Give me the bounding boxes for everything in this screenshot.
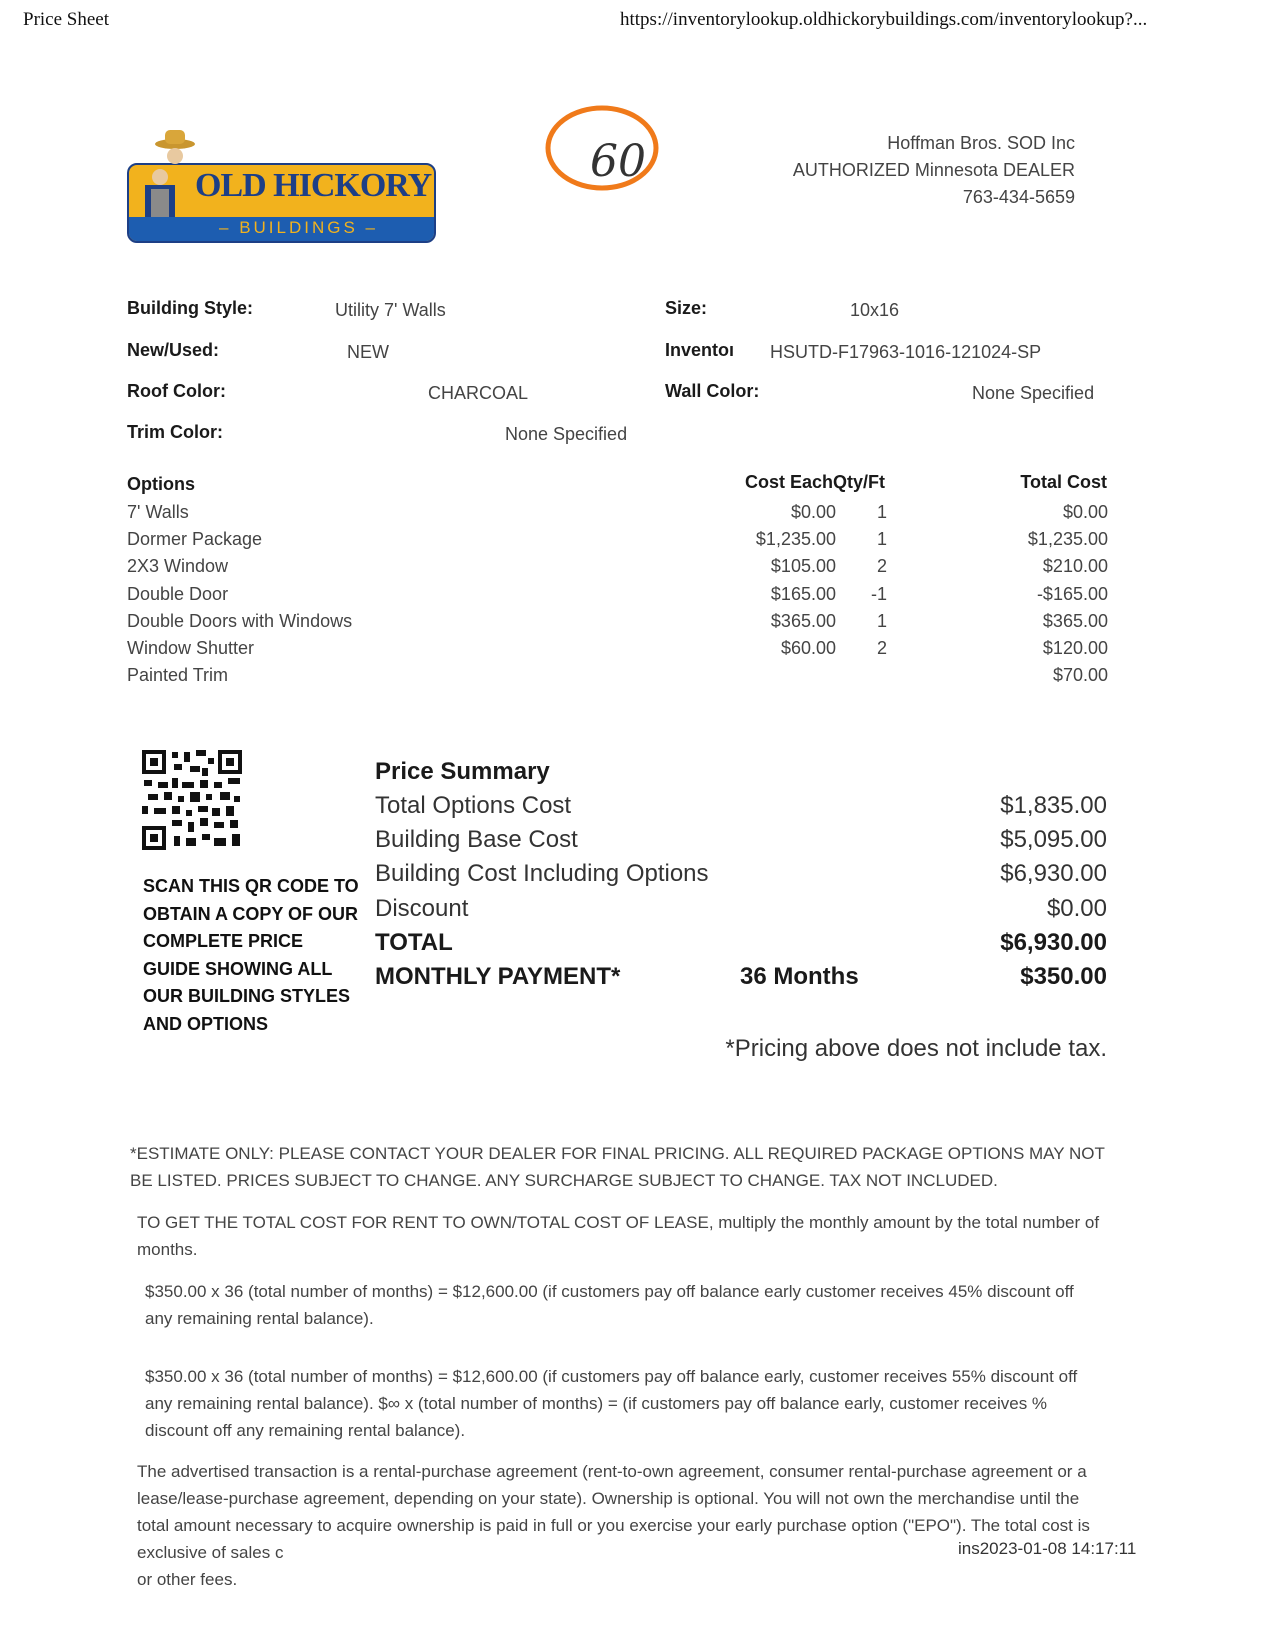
rto-calculation-1: $350.00 x 36 (total number of months) = $12,600.00 (if customers pay off balance early customer receives 45% discount off any remaining rental balance). [145,1282,1074,1328]
size-label: Size: [665,298,708,318]
option-qty: 2 [876,556,887,577]
wall-color-value: None Specified [972,383,1095,403]
total-label: TOTAL [375,929,453,956]
tax-note: *Pricing above does not include tax. [725,1035,1107,1062]
agreement-body: The advertised transaction is a rental-purchase agreement (rent-to-own agreement, consumer rental-purchase agreement or a lease/lease-purchase agreement, depending on your state). Ownership is optional. You will not own the merchandise until the total amount necessary to acquire ownership is paid in full or you exercise your early purchase option ("EPO"). The total cost is exclusive of sales c [137,1462,1090,1562]
total-options-value: $1,835.00 [1000,792,1107,819]
option-cost-each: $60.00 [780,638,836,658]
inventory-label: Inventoı [665,340,735,360]
logo-sub: – BUILDINGS – [219,218,379,237]
option-name: Dormer Package [127,529,263,550]
logo-band [129,217,434,241]
estimate-disclaimer: *ESTIMATE ONLY: PLEASE CONTACT YOUR DEALER FOR FINAL PRICING. ALL REQUIRED PACKAGE OPTIONS MAY NOT BE LISTED. PRICES SUBJECT TO CHANGE. ANY SURCHARGE SUBJECT TO CHANGE. TAX NOT INCLUDED. [130,1144,1105,1190]
roof-color-label: Roof Color: [127,381,226,401]
agreement-end: or other fees. [137,1570,238,1589]
option-total: -$165.00 [1036,583,1108,604]
options-header: Options [127,474,195,494]
option-total: $1,235.00 [1027,529,1108,550]
option-qty: 1 [876,610,887,631]
option-qty: 2 [876,638,887,658]
handwritten-number: 60 [590,136,646,187]
new-used-value: NEW [347,342,389,362]
page-url: https://inventorylookup.oldhickorybuildings.com/inventorylookup?... [620,9,1148,30]
option-total: $210.00 [1042,556,1108,577]
option-name: Double Doors with Windows [127,610,353,631]
old-hickory-logo [127,163,436,243]
monthly-payment-value: $350.00 [1020,963,1107,990]
monthly-payment-label: MONTHLY PAYMENT* [375,963,621,990]
page-title: Price Sheet [23,9,110,30]
timestamp-overlay: ins2023-01-08 14:17:11 [958,1539,1137,1558]
trim-color-value: None Specified [505,424,628,444]
option-total: $0.00 [1062,502,1108,522]
option-cost-each: $365.00 [770,610,836,631]
option-cost-each: $1,235.00 [755,529,836,550]
option-name: Double Door [127,583,229,604]
qr-code-icon [140,748,244,852]
option-total: $120.00 [1042,638,1108,658]
discount-label: Discount [375,895,469,922]
building-style-value: Utility 7' Walls [335,300,446,320]
logo-brand: OLD HICKORY [195,167,432,204]
option-name: Painted Trim [127,665,229,686]
wall-color-label: Wall Color: [665,381,760,401]
dealer-phone: 763-434-5659 [962,187,1075,207]
option-cost-each: $105.00 [770,556,836,577]
option-cost-each: $0.00 [790,502,836,522]
cost-incl-options-label: Building Cost Including Options [375,860,709,887]
option-qty: 1 [876,529,887,550]
new-used-label: New/Used: [127,340,220,360]
roof-color-value: CHARCOAL [428,383,529,403]
discount-value: $0.00 [1046,895,1107,922]
total-options-label: Total Options Cost [375,792,572,819]
total-cost-header: Total Cost [1020,472,1107,492]
option-total: $70.00 [1052,665,1108,686]
option-total: $365.00 [1042,610,1108,631]
rto-instructions: TO GET THE TOTAL COST FOR RENT TO OWN/TOTAL COST OF LEASE, multiply the monthly amount by the total number of months. [137,1213,1100,1259]
cost-qty-header: Cost EachQty/Ft [745,472,886,492]
total-value: $6,930.00 [1000,929,1107,956]
option-name: 7' Walls [127,502,189,522]
option-qty: 1 [876,502,887,522]
option-name: Window Shutter [127,638,255,658]
option-qty: -1 [870,583,887,604]
qr-caption: SCAN THIS QR CODE TO OBTAIN A COPY OF OUR COMPLETE PRICE GUIDE SHOWING ALL OUR BUILDING STYLES AND OPTIONS [143,876,359,1034]
building-style-label: Building Style: [127,298,253,318]
cost-incl-options-value: $6,930.00 [1000,860,1107,887]
price-summary-title: Price Summary [375,758,550,785]
size-value: 10x16 [850,300,900,320]
hat-icon [150,118,200,168]
option-cost-each: $165.00 [770,583,836,604]
dealer-name: Hoffman Bros. SOD Inc [887,133,1075,153]
rto-calculation-2: $350.00 x 36 (total number of months) = $12,600.00 (if customers pay off balance early, customer receives 55% discount off any remaining rental balance). $∞ x (total number of months) = (if customers pay off balance early, customer receives % discount off any remaining rental balance). [145,1367,1078,1440]
base-cost-value: $5,095.00 [1000,826,1107,853]
option-name: 2X3 Window [127,556,229,577]
dealer-authorized: AUTHORIZED Minnesota DEALER [792,160,1075,180]
dealer-info [793,130,1075,211]
base-cost-label: Building Base Cost [375,826,578,853]
inventory-value: HSUTD-F17963-1016-121024-SP [770,342,1042,362]
trim-color-label: Trim Color: [127,422,224,442]
months-term: 36 Months [740,963,859,990]
